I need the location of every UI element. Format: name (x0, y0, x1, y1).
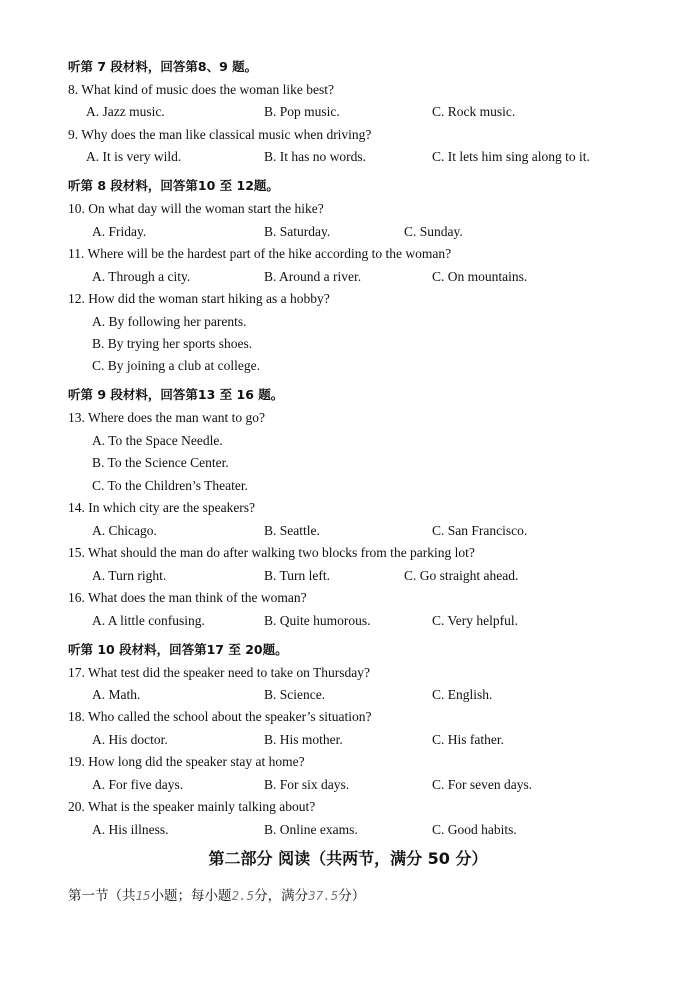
option-b: B. To the Science Center. (92, 455, 229, 470)
question-stem: 12. How did the woman start hiking as a hobby? (68, 291, 330, 306)
option-a: A. It is very wild. (86, 149, 182, 164)
section-total-score: 37.5 (308, 888, 339, 903)
option-a: A. His illness. (92, 822, 169, 837)
option-a: A. A little confusing. (92, 613, 205, 628)
option-b: B. Turn left. (264, 568, 331, 583)
option-a: A. Jazz music. (86, 104, 165, 119)
option-b: B. His mother. (264, 732, 343, 747)
question-stem: 10. On what day will the woman start the hike? (68, 201, 324, 216)
question-stem: 19. How long did the speaker stay at home? (68, 754, 305, 769)
section-suffix: 分） (338, 888, 366, 904)
option-b: B. Science. (264, 687, 326, 702)
option-c: C. Rock music. (432, 104, 516, 119)
option-c: C. Good habits. (432, 822, 517, 837)
option-b: B. For six days. (264, 777, 350, 792)
option-b: B. Around a river. (264, 269, 362, 284)
option-c: C. To the Children’s Theater. (92, 478, 249, 493)
option-c: C. English. (432, 687, 493, 702)
option-c: C. It lets him sing along to it. (432, 149, 590, 164)
option-b: B. It has no words. (264, 149, 366, 164)
group-header: 听第 7 段材料，回答第8、9 题。 (68, 59, 258, 74)
option-c: C. His father. (432, 732, 504, 747)
option-a: A. Friday. (92, 224, 147, 239)
option-a: A. Through a city. (92, 269, 191, 284)
question-stem: 16. What does the man think of the woman? (68, 590, 307, 605)
option-a: A. Turn right. (92, 568, 167, 583)
option-c: C. Very helpful. (432, 613, 518, 628)
section-mid1: 小题；每小题 (150, 888, 232, 904)
question-stem: 20. What is the speaker mainly talking about? (68, 799, 316, 814)
option-c: C. By joining a club at college. (92, 358, 260, 373)
option-b: B. Pop music. (264, 104, 340, 119)
section-heading (68, 884, 365, 904)
option-c: C. Go straight ahead. (404, 568, 519, 583)
section-mid2: 分，满分 (254, 888, 309, 904)
question-stem: 8. What kind of music does the woman like best? (68, 82, 334, 97)
section-prefix: 第一节（共 (68, 888, 136, 904)
option-b: B. By trying her sports shoes. (92, 336, 253, 351)
option-c: C. San Francisco. (432, 523, 528, 538)
option-b: B. Online exams. (264, 822, 358, 837)
question-stem: 18. Who called the school about the speaker’s situation? (68, 709, 372, 724)
question-stem: 9. Why does the man like classical music when driving? (68, 127, 372, 142)
question-stem: 14. In which city are the speakers? (68, 500, 256, 515)
part-title: 第二部分 阅读（共两节，满分 50 分） (208, 849, 488, 868)
question-stem: 15. What should the man do after walking two blocks from the parking lot? (68, 545, 475, 560)
option-a: A. Math. (92, 687, 141, 702)
option-c: C. For seven days. (432, 777, 533, 792)
option-a: A. For five days. (92, 777, 184, 792)
option-b: B. Seattle. (264, 523, 320, 538)
option-c: C. On mountains. (432, 269, 528, 284)
option-b: B. Quite humorous. (264, 613, 371, 628)
option-a: A. His doctor. (92, 732, 168, 747)
section-count: 15 (135, 888, 151, 903)
group-header: 听第 10 段材料，回答第17 至 20题。 (68, 642, 288, 657)
option-a: A. Chicago. (92, 523, 157, 538)
group-header: 听第 8 段材料，回答第10 至 12题。 (68, 178, 279, 193)
question-stem: 17. What test did the speaker need to take on Thursday? (68, 665, 371, 680)
question-stem: 13. Where does the man want to go? (68, 410, 265, 425)
option-a: A. By following her parents. (92, 314, 247, 329)
option-b: B. Saturday. (264, 224, 331, 239)
option-c: C. Sunday. (404, 224, 463, 239)
section-each-score: 2.5 (231, 888, 255, 903)
option-a: A. To the Space Needle. (92, 433, 223, 448)
question-stem: 11. Where will be the hardest part of the hike according to the woman? (68, 246, 452, 261)
group-header: 听第 9 段材料，回答第13 至 16 题。 (68, 387, 284, 402)
